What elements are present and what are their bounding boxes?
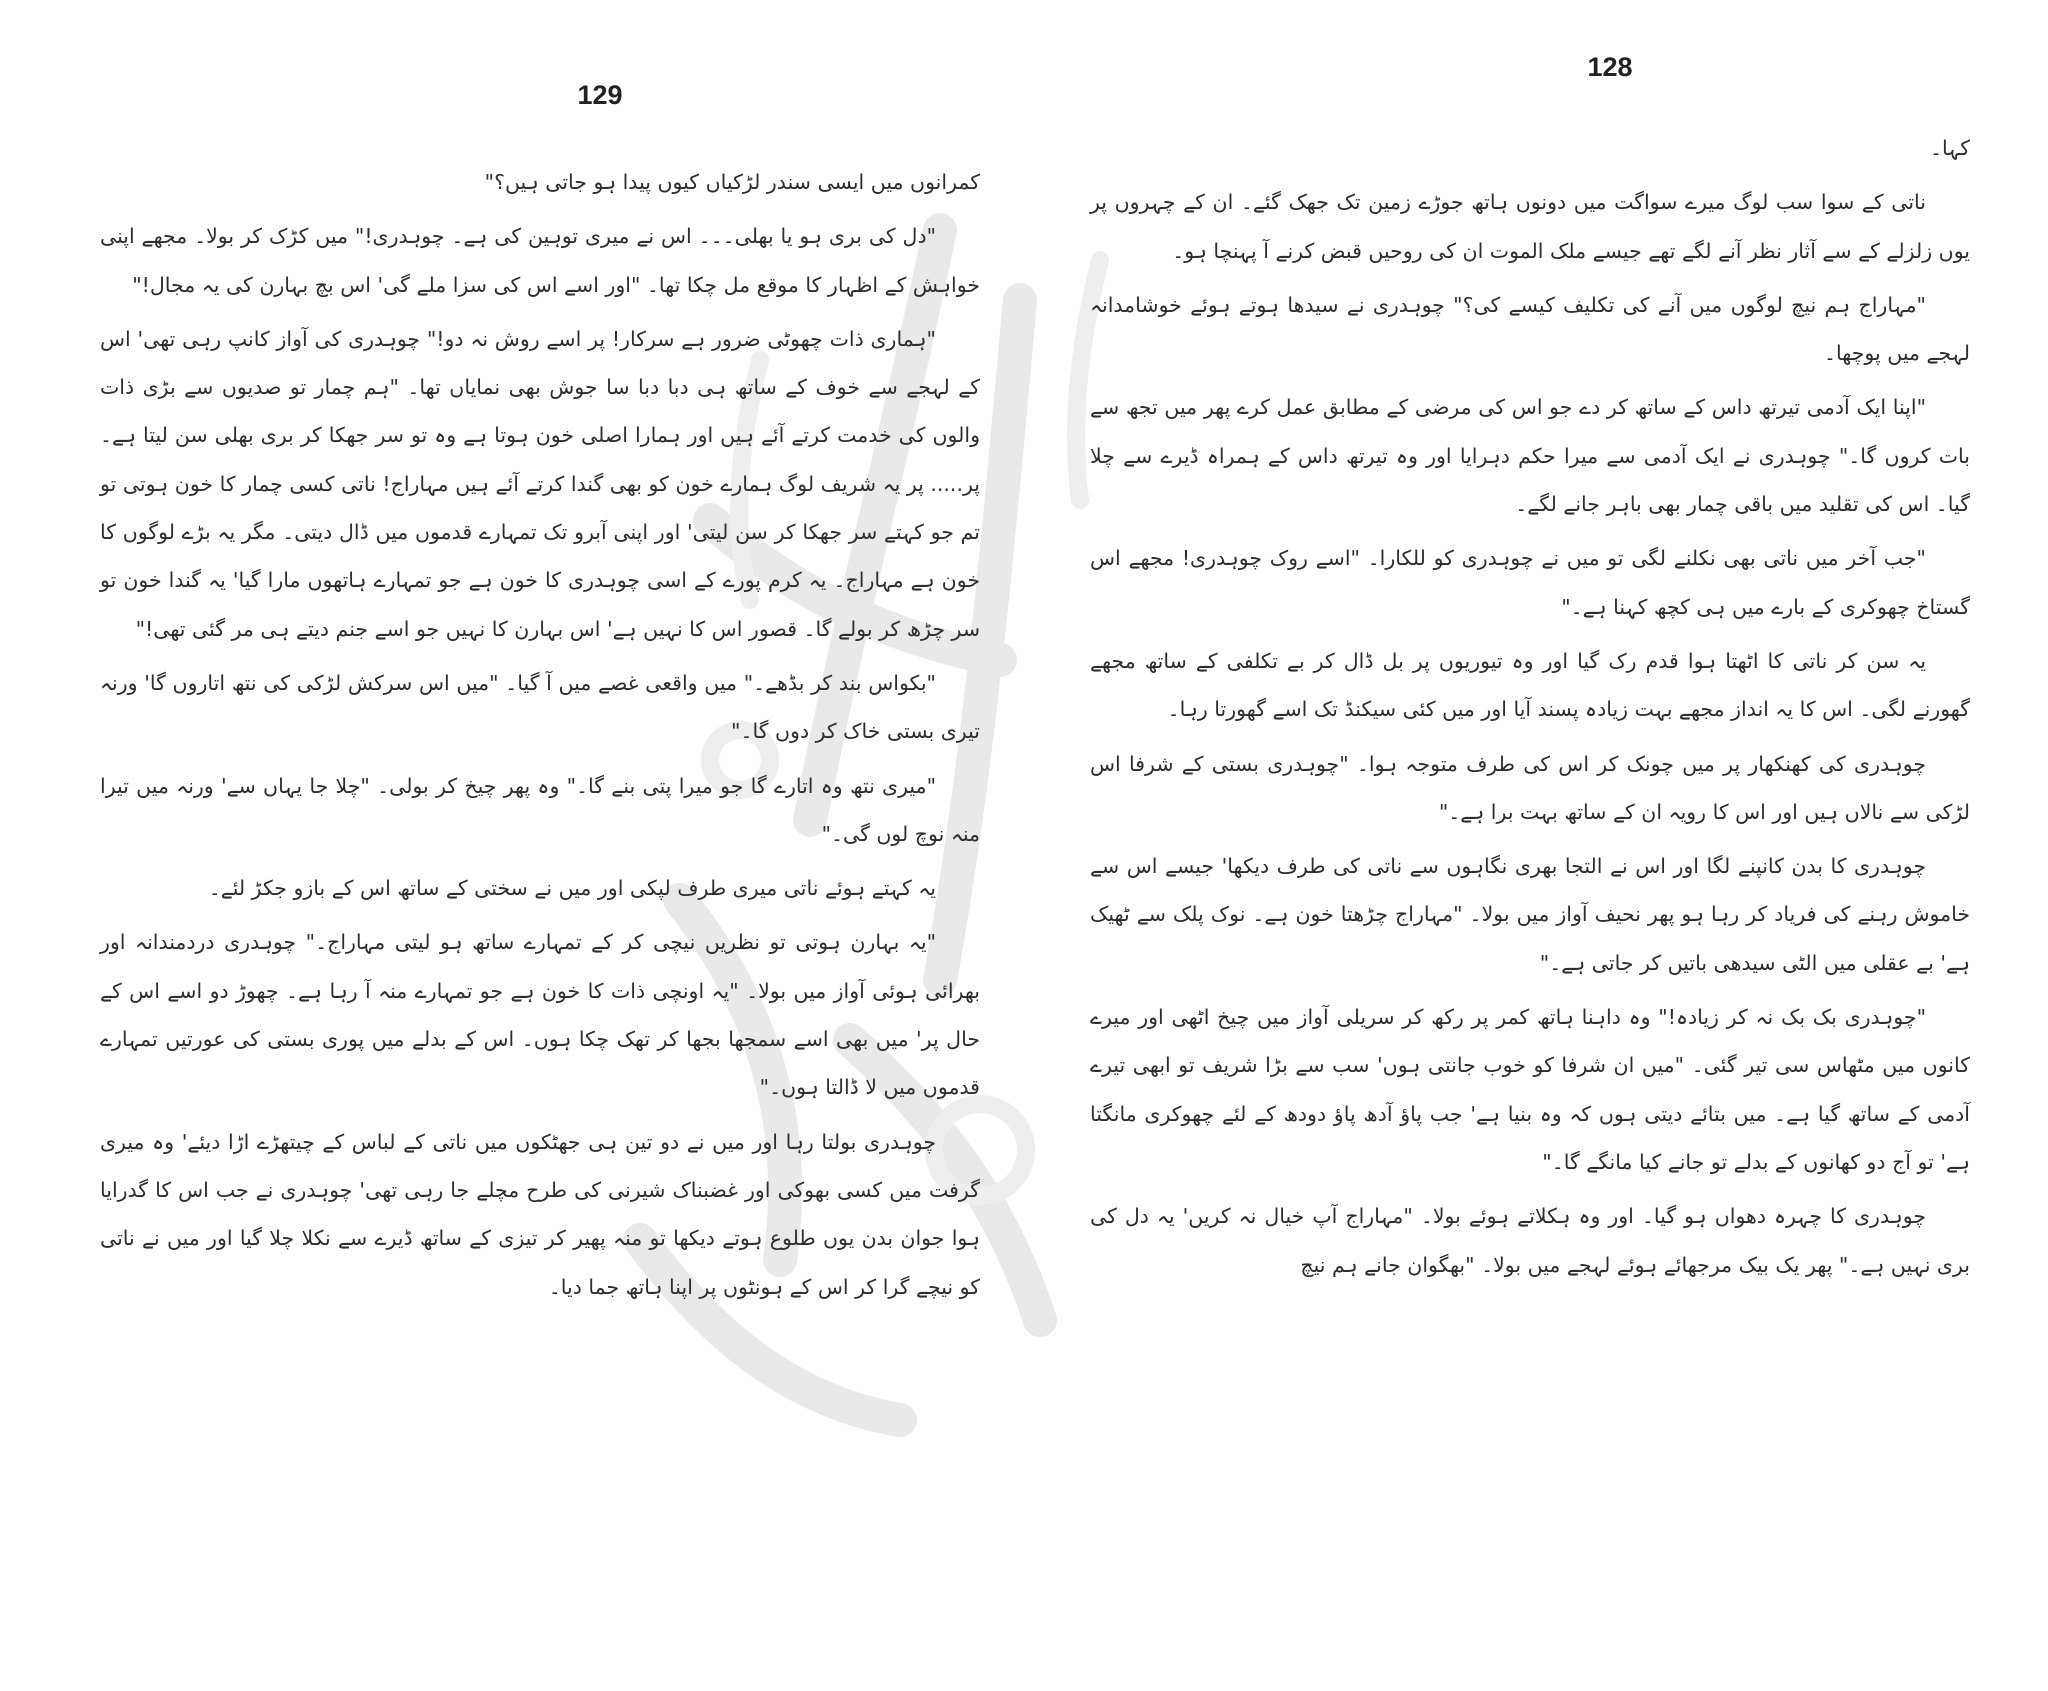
right-paragraph-3: "مہاراج ہم نیچ لوگوں میں آنے کی تکلیف کیسے کی؟" چوہدری نے سیدھا ہوتے ہوئے خوشامدانہ لہجے میں پوچھا۔ [1090,292,1970,366]
right-paragraph-9: "چوہدری بک بک نہ کر زیادہ!" وہ داہنا ہاتھ کمر پر رکھ کر سریلی آواز میں چیخ اٹھی اور میرے کانوں میں مٹھاس سی تیر گئی۔ "میں ان شرفا کو خوب جانتی ہوں' سب سے بڑا شریف تو ابھی تیرے آدمی کے ساتھ گیا ہے۔ میں بتائے دیتی ہوں کہ وہ بنیا ہے' جب پاؤ آدھ پاؤ دودھ کے لئے چھوکری مانگتا ہے' تو آج دو کھانوں کے بدلے تو جانے کیا مانگے گا۔" [1090,1005,1970,1174]
right-paragraph-8: چوہدری کا بدن کانپنے لگا اور اس نے التجا بھری نگاہوں سے ناتی کی طرف دیکھا' جیسے اس سے خاموش رہنے کی فریاد کر رہا ہو پھر نحیف آواز میں بولا۔ "مہاراج چڑھتا خون ہے۔ نوک پلک سے ٹھیک ہے' بے عقلی میں الٹی سیدھی باتیں کر جاتی ہے۔" [1090,854,1970,975]
left-paragraph-2: "دل کی بری ہو یا بھلی۔۔۔ اس نے میری توہین کی ہے۔ چوہدری!" میں کڑک کر بولا۔ مجھے اپنی خواہش کے اظہار کا موقع مل چکا تھا۔ "اور اسے اس کی سزا ملے گی' اس بچ بہارن کی یہ مجال!" [100,224,980,297]
right-paragraph-7: چوہدری کی کھنکھار پر میں چونک کر اس کی طرف متوجہ ہوا۔ "چوہدری بستی کے شرفا اس لڑکی سے نالاں ہیں اور اس کا رویہ ان کے ساتھ بہت برا ہے۔" [1090,751,1970,824]
right-paragraph-6: یہ سن کر ناتی کا اٹھتا ہوا قدم رک گیا اور وہ تیوریوں پر بل ڈال کر بے تکلفی کے ساتھ مجھے گھورنے لگی۔ اس کا یہ انداز مجھے بہت زیادہ پسند آیا اور میں کئی سیکنڈ تک اسے گھورتا رہا۔ [1090,648,1970,722]
right-page [1090,0,1970,1691]
right-paragraph-2: ناتی کے سوا سب لوگ میرے سواگت میں دونوں ہاتھ جوڑے زمین تک جھک گئے۔ ان کے چہروں پر یوں زلزلے کے سے آثار نظر آنے لگے تھے جیسے ملک الموت ان کی روحیں قبض کرنے آ پہنچا ہو۔ [1090,190,1970,263]
left-paragraph-4: "بکواس بند کر بڈھے۔" میں واقعی غصے میں آ گیا۔ "میں اس سرکش لڑکی کی نتھ اتاروں گا' ورنہ تیری بستی خاک کر دوں گا۔" [100,670,980,744]
left-paragraph-1: کمرانوں میں ایسی سندر لڑکیاں کیوں پیدا ہو جاتی ہیں؟" [484,170,980,194]
right-page-body [1090,124,1970,1295]
right-paragraph-4: "اپنا ایک آدمی تیرتھ داس کے ساتھ کر دے جو اس کی مرضی کے مطابق عمل کرے پھر میں تجھ سے بات کروں گا۔" چوہدری نے ایک آدمی سے میرا حکم دہرایا اور وہ تیرتھ داس کے ہمراہ ڈیرے سے چلا گیا۔ اس کی تقلید میں باقی چمار بھی باہر جانے لگے۔ [1090,395,1970,517]
page-number-left: 129 [577,80,623,110]
left-paragraph-7: "یہ بہارن ہوتی تو نظریں نیچی کر کے تمہارے ساتھ ہو لیتی مہاراج۔" چوہدری دردمندانہ اور بھرائی ہوئی آواز میں بولا۔ "یہ اونچی ذات کا خون ہے جو تمہارے منہ آ رہا ہے۔ چھوڑ دو اسے اس کے حال پر' میں بھی اسے سمجھا بجھا کر تھک چکا ہوں۔ اس کے بدلے میں پوری بستی کی عورتیں تمہارے قدموں میں لا ڈالتا ہوں۔" [100,930,980,1100]
left-paragraph-6: یہ کہتے ہوئے ناتی میری طرف لپکی اور میں نے سختی کے ساتھ اس کے بازو جکڑ لئے۔ [208,876,936,901]
left-page-body [100,158,980,1317]
left-paragraph-3: "ہماری ذات چھوٹی ضرور ہے سرکار! پر اسے روش نہ دو!" چوہدری کی آواز کانپ رہی تھی' اس کے لہجے سے خوف کے ساتھ ہی دبا دبا سا جوش بھی نمایاں تھا۔ "ہم چمار تو صدیوں سے بڑی ذات والوں کی خدمت کرتے آئے ہیں اور ہمارا اصلی خون ہوتا ہے وہ تو سر جھکا کر بری بھلی سن لیتا ہے۔ پر..... پر یہ شریف لوگ ہمارے خون کو بھی گندا کرتے آئے ہیں مہاراج! ناتی کسی چمار کا خون ہوتی تو تم جو کہتے سر جھکا کر سن لیتی' اور اپنی آبرو تک تمہارے قدموں میں ڈال دیتی۔ مگر یہ بڑے لوگوں کا خون ہے مہاراج۔ یہ کرم پورے کے اسی چوہدری کا خون ہے جو تمہارے ہاتھوں مارا گیا' یہ گندا خون تو سر چڑھ کر بولے گا۔ قصور اس کا نہیں ہے' اس بہارن کا نہیں جو اسے جنم دیتے ہی مر گئی تھی!" [100,326,980,641]
left-page [100,0,980,1691]
right-paragraph-1: کہا۔ [1929,136,1970,160]
left-paragraph-8: چوہدری بولتا رہا اور میں نے دو تین ہی جھٹکوں میں ناتی کے لباس کے چیتھڑے اڑا دیئے' وہ میری گرفت میں کسی بھوکی اور غضبناک شیرنی کی طرح مچلے جا رہی تھی' چوہدری نے جب اس کا گدرایا ہوا جوان بدن یوں طلوع ہوتے دیکھا تو منہ پھیر کر تیزی کے ساتھ ڈیرے سے نکلا چلا گیا اور میں نے ناتی کو نیچے گرا کر اس کے ہونٹوں پر اپنا ہاتھ جما دیا۔ [100,1129,980,1299]
page-number-right: 128 [1587,52,1633,82]
right-paragraph-10: چوہدری کا چہرہ دھواں ہو گیا۔ اور وہ ہکلاتے ہوئے بولا۔ "مہاراج آپ خیال نہ کریں' یہ دل کی بری نہیں ہے۔" پھر یک بیک مرجھائے ہوئے لہجے میں بولا۔ "بھگوان جانے ہم نیچ [1090,1204,1970,1277]
left-paragraph-5: "میری نتھ وہ اتارے گا جو میرا پتی بنے گا۔" وہ پھر چیخ کر بولی۔ "چلا جا یہاں سے' ورنہ میں تیرا منہ نوچ لوں گی۔" [100,773,980,846]
right-paragraph-5: "جب آخر میں ناتی بھی نکلنے لگی تو میں نے چوہدری کو للکارا۔ "اسے روک چوہدری! مجھے اس گستاخ چھوکری کے بارے میں ہی کچھ کہنا ہے۔" [1090,546,1970,619]
